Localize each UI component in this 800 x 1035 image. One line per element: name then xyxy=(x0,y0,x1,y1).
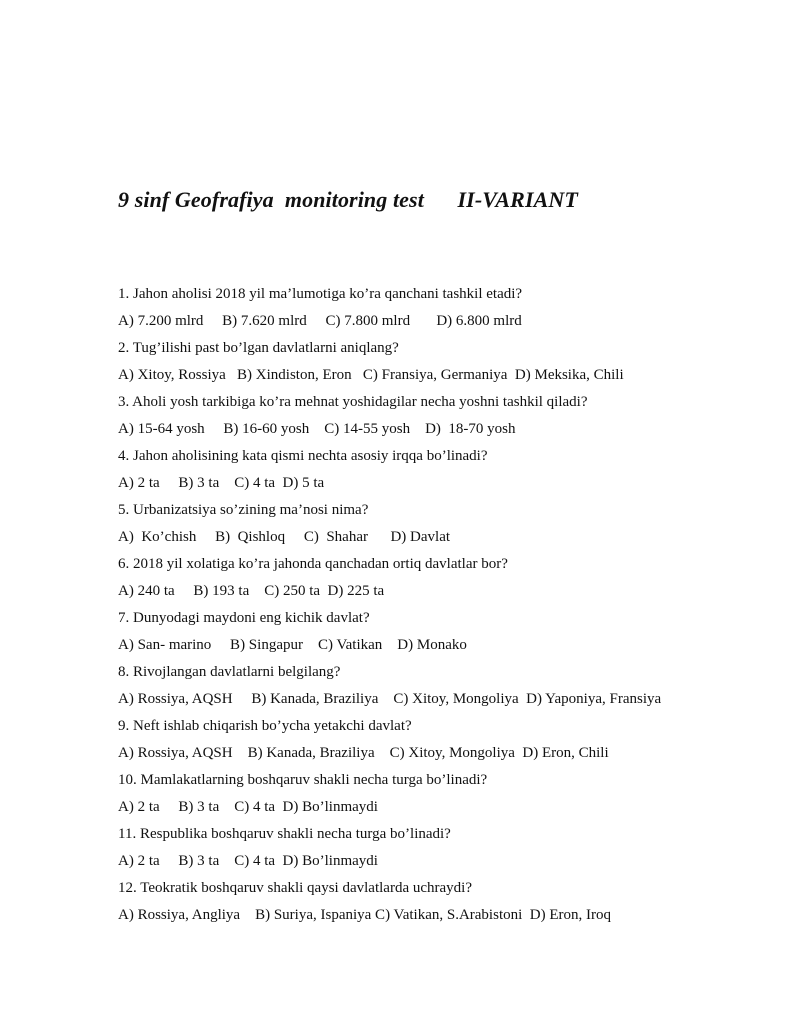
question-text: 10. Mamlakatlarning boshqaruv shakli necha turga bo’linadi? xyxy=(118,772,488,788)
question-options: A) 240 ta B) 193 ta C) 250 ta D) 225 ta xyxy=(118,583,385,599)
document-title: 9 sinf Geofrafiya monitoring test II-VARIANT xyxy=(118,187,578,212)
question-text: 12. Teokratik boshqaruv shakli qaysi davlatlarda uchraydi? xyxy=(118,880,472,896)
question-item xyxy=(118,824,778,878)
question-options: A) Rossiya, AQSH B) Kanada, Braziliya C) Xitoy, Mongoliya D) Yaponiya, Fransiya xyxy=(118,691,662,707)
question-item xyxy=(118,446,778,500)
question-options: A) 2 ta B) 3 ta C) 4 ta D) 5 ta xyxy=(118,475,325,491)
question-options: A) Xitoy, Rossiya B) Xindiston, Eron C) Fransiya, Germaniya D) Meksika, Chili xyxy=(118,367,624,383)
question-item xyxy=(118,338,778,392)
question-options: A) 2 ta B) 3 ta C) 4 ta D) Bo’linmaydi xyxy=(118,799,378,815)
question-text: 6. 2018 yil xolatiga ko’ra jahonda qanchadan ortiq davlatlar bor? xyxy=(118,556,508,572)
question-list xyxy=(118,284,778,932)
question-text: 1. Jahon aholisi 2018 yil ma’lumotiga ko’ra qanchani tashkil etadi? xyxy=(118,286,523,302)
question-options: A) Rossiya, AQSH B) Kanada, Braziliya C) Xitoy, Mongoliya D) Eron, Chili xyxy=(118,745,609,761)
question-options: A) Rossiya, Angliya B) Suriya, Ispaniya C) Vatikan, S.Arabistoni D) Eron, Iroq xyxy=(118,907,612,923)
question-text: 3. Aholi yosh tarkibiga ko’ra mehnat yoshidagilar necha yoshni tashkil qiladi? xyxy=(118,394,588,410)
question-item xyxy=(118,392,778,446)
question-item xyxy=(118,608,778,662)
question-item xyxy=(118,662,778,716)
question-text: 2. Tug’ilishi past bo’lgan davlatlarni aniqlang? xyxy=(118,340,399,356)
question-item xyxy=(118,878,778,932)
question-text: 8. Rivojlangan davlatlarni belgilang? xyxy=(118,664,341,680)
question-text: 7. Dunyodagi maydoni eng kichik davlat? xyxy=(118,610,370,626)
question-item xyxy=(118,554,778,608)
question-text: 4. Jahon aholisining kata qismi nechta asosiy irqqa bo’linadi? xyxy=(118,448,488,464)
question-text: 5. Urbanizatsiya so’zining ma’nosi nima? xyxy=(118,502,369,518)
question-item xyxy=(118,500,778,554)
question-options: A) San- marino B) Singapur C) Vatikan D) Monako xyxy=(118,637,467,653)
question-item xyxy=(118,284,778,338)
question-item xyxy=(118,770,778,824)
question-item xyxy=(118,716,778,770)
question-options: A) Ko’chish B) Qishloq C) Shahar D) Davlat xyxy=(118,529,451,545)
question-options: A) 7.200 mlrd B) 7.620 mlrd C) 7.800 mlrd D) 6.800 mlrd xyxy=(118,313,522,329)
question-options: A) 15-64 yosh B) 16-60 yosh C) 14-55 yosh D) 18-70 yosh xyxy=(118,421,516,437)
question-text: 11. Respublika boshqaruv shakli necha turga bo’linadi? xyxy=(118,826,451,842)
question-options: A) 2 ta B) 3 ta C) 4 ta D) Bo’linmaydi xyxy=(118,853,378,869)
question-text: 9. Neft ishlab chiqarish bo’ycha yetakchi davlat? xyxy=(118,718,412,734)
